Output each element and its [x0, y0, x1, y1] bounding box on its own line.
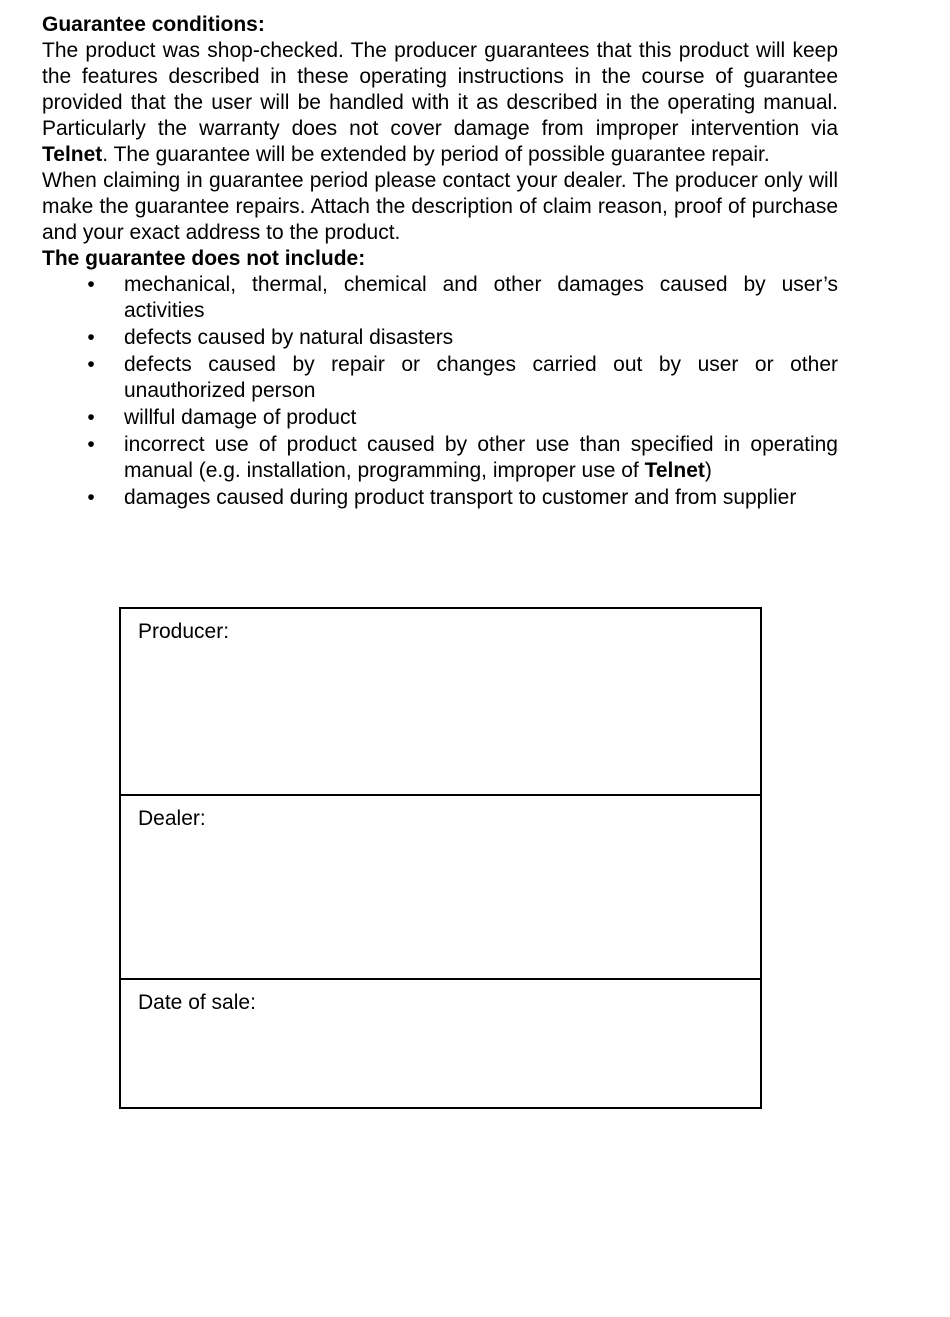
- list-item: [42, 352, 838, 404]
- telnet-term: Telnet: [644, 459, 705, 482]
- guarantee-conditions-heading: Guarantee conditions:: [42, 13, 265, 36]
- list-item-text: mechanical, thermal, chemical and other damages caused by user’s activities: [124, 273, 838, 322]
- bullet-icon: •: [87, 326, 95, 349]
- dealer-label: Dealer:: [138, 807, 206, 830]
- list-item: [42, 405, 838, 431]
- producer-label: Producer:: [138, 620, 230, 643]
- producer-field: [121, 609, 760, 796]
- list-item-text: willful damage of product: [124, 406, 357, 429]
- date-of-sale-label: Date of sale:: [138, 991, 256, 1014]
- list-item-text-end: ): [704, 459, 712, 482]
- telnet-term: Telnet: [42, 143, 103, 166]
- list-item: [42, 325, 838, 351]
- list-item-text: [124, 433, 838, 482]
- paragraph-1-text-start: The product was shop-checked. The producer guarantees that this product will keep the features described in these operating instructions in the course of guarantee provided that the user will be handled with it as described in the operating manual. Particularly the warranty does not cover damage from improper intervention via: [42, 39, 838, 140]
- bullet-icon: •: [87, 486, 95, 509]
- paragraph-1-text-end: . The guarantee will be extended by period of possible guarantee repair.: [102, 143, 770, 166]
- list-item: [42, 432, 838, 484]
- exclusions-heading: The guarantee does not include:: [42, 247, 366, 270]
- bullet-icon: •: [87, 353, 95, 376]
- exclusions-list: [42, 272, 838, 511]
- bullet-icon: •: [87, 433, 95, 456]
- list-item: [42, 272, 838, 324]
- guarantee-page: [42, 12, 838, 512]
- guarantee-form-table: [119, 607, 762, 1109]
- bullet-icon: •: [87, 406, 95, 429]
- date-of-sale-field: [121, 980, 760, 1107]
- bullet-icon: •: [87, 273, 95, 296]
- list-item-text: defects caused by repair or changes carried out by user or other unauthorized person: [124, 353, 838, 402]
- guarantee-conditions-paragraph-2: When claiming in guarantee period please contact your dealer. The producer only will make the guarantee repairs. Attach the description of claim reason, proof of purchase and your exact address to the product.: [42, 169, 838, 244]
- dealer-field: [121, 796, 760, 980]
- list-item: [42, 485, 838, 511]
- list-item-text-start: incorrect use of product caused by other use than specified in operating manual (e.g. installation, programming, improper use of: [124, 433, 838, 482]
- list-item-text: damages caused during product transport to customer and from supplier: [124, 486, 797, 509]
- list-item-text: defects caused by natural disasters: [124, 326, 454, 349]
- guarantee-conditions-paragraph-1: [42, 38, 838, 168]
